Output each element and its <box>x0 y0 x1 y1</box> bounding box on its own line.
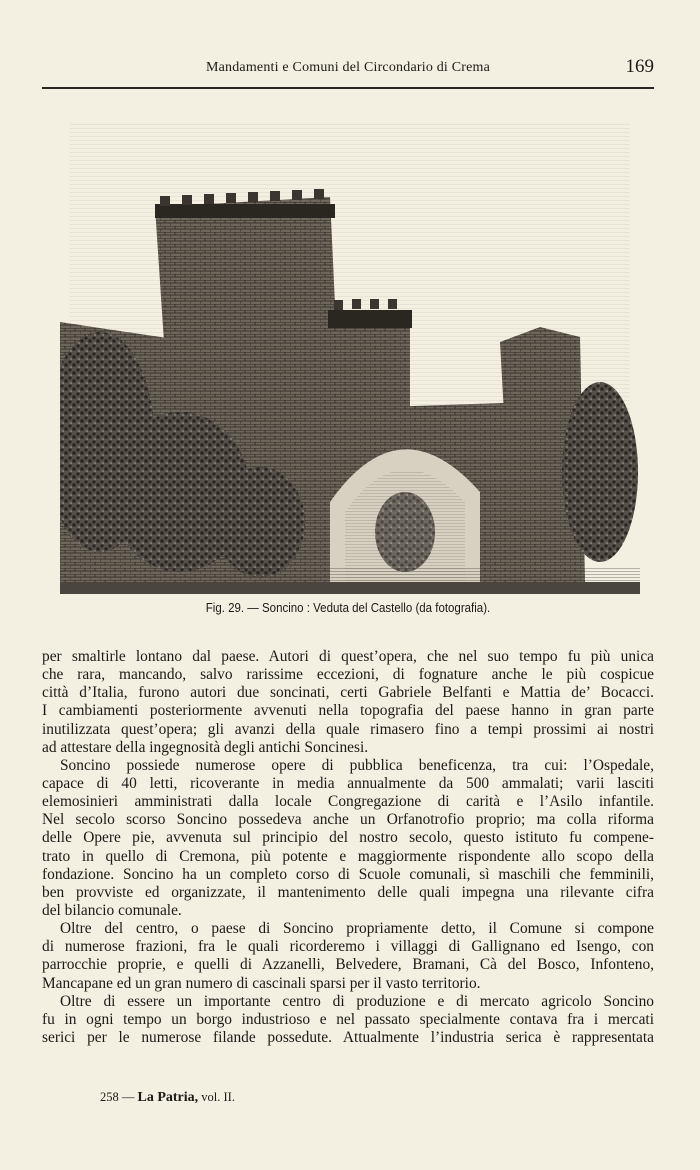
printer-signature: 258 — <box>100 1090 135 1104</box>
running-title: Mandamenti e Comuni del Circondario di Crema <box>205 60 491 75</box>
text-line: parrocchie proprie, e quelli di Azzanelli, Belvedere, Bramani, Cà del Bosco, Infonteno, <box>42 956 654 974</box>
castle-engraving <box>60 112 640 594</box>
castle-illustration <box>60 112 640 594</box>
page-footer <box>100 1090 235 1106</box>
text-line: fu in ogni tempo un borgo industrioso e nel passato specialmente contava fra i mercati <box>42 1010 654 1028</box>
text-line: inutilizzata quest’opera; gli avanzi della quale rimasero fino a tempi prossimi ai nostri <box>42 720 654 738</box>
book-title: La Patria, <box>137 1090 199 1105</box>
text-line: elemosinieri amministrati dalla locale Congregazione di carità e l’Asilo infantile. <box>42 793 654 811</box>
text-line: trato in quello di Cremona, più potente e maggiormente rispondente allo scopo della <box>42 847 654 865</box>
text-line: ben provviste ed organizzate, il mantenimento delle quali impegna una rilevante cifra <box>42 883 654 901</box>
figure-caption: Fig. 29. — Soncino : Veduta del Castello (da fotografia). <box>205 601 491 615</box>
header-rule <box>42 87 654 89</box>
body-text <box>42 648 654 1047</box>
text-line: Nel secolo scorso Soncino possedeva anche un Orfanotrofio proprio; ma colla riforma <box>42 811 654 829</box>
text-line: Oltre del centro, o paese di Soncino propriamente detto, il Comune si compone <box>60 920 654 938</box>
page-number: 169 <box>625 56 654 77</box>
volume-label: vol. II. <box>201 1090 235 1104</box>
text-line: di numerose frazioni, fra le quali ricorderemo i villaggi di Gallignano ed Isengo, con <box>42 938 654 956</box>
text-line: Soncino possiede numerose opere di pubblica beneficenza, tra cui: l’Ospedale, <box>60 756 654 774</box>
text-line: I cambiamenti posteriormente avvenuti nella topografia del paese hanno in gran parte <box>42 702 654 720</box>
text-line: fondazione. Soncino ha un completo corso di Scuole comunali, sì maschili che femminili, <box>42 865 654 883</box>
text-line: serici per le numerose filande possedute. Attualmente l’industria serica è rappresentata <box>42 1028 654 1046</box>
text-line: per smaltirle lontano dal paese. Autori di quest’opera, che nel suo tempo fu più unica <box>42 648 654 665</box>
text-line: che rara, mancando, salvo rarissime eccezioni, di fognature anche le più cospicue <box>42 666 654 684</box>
text-line: Mancapane ed un gran numero di cascinali sparsi per il vasto territorio. <box>42 974 481 992</box>
text-line: città d’Italia, furono autori due soncinati, certi Gabriele Belfanti e Mattia de’ Bocacci. <box>42 684 654 702</box>
text-line: ad attestare della ingegnosità degli antichi Soncinesi. <box>42 738 369 756</box>
text-line: capace di 40 letti, ricoverante in media annualmente da 500 ammalati; varii lasciti <box>42 774 654 792</box>
text-line: delle Opere pie, avvenuta sul principio del nostro secolo, questo istituto fu compene- <box>42 829 654 847</box>
text-line: del bilancio comunale. <box>42 901 182 919</box>
page-header <box>42 58 654 84</box>
text-line: Oltre di essere un importante centro di produzione e di mercato agricolo Soncino <box>60 992 654 1010</box>
